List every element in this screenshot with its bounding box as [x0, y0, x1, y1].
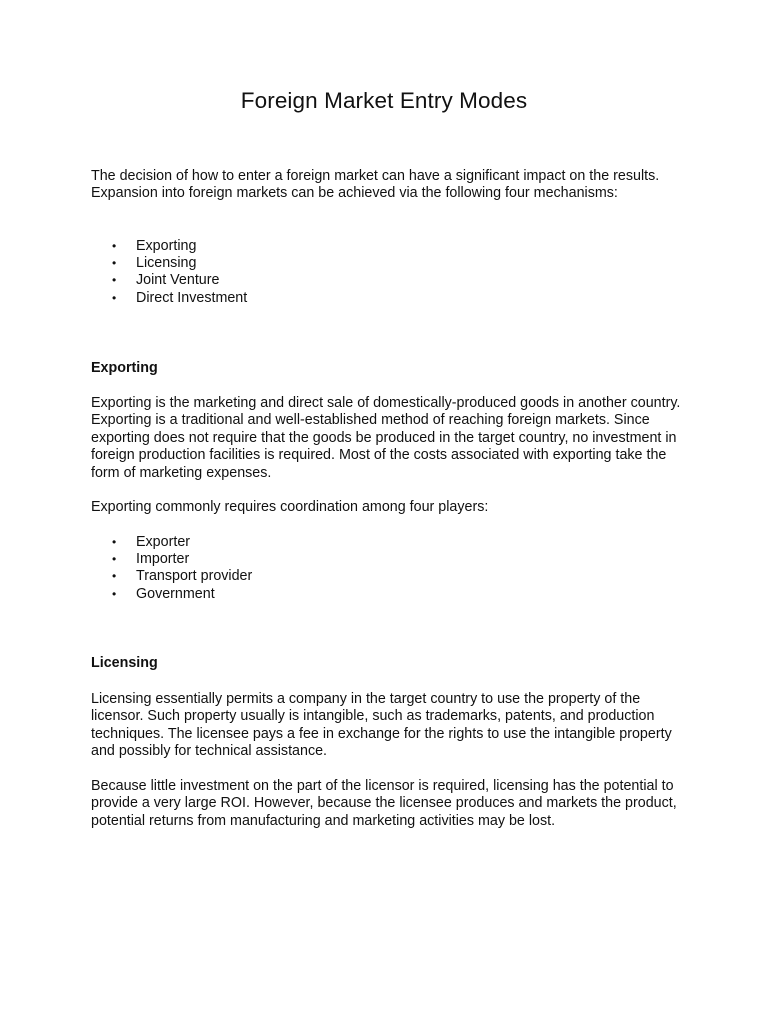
list-item	[112, 290, 247, 307]
list-item	[112, 534, 252, 551]
bullet-icon: •	[112, 552, 117, 567]
exporting-paragraph-2: Exporting commonly requires coordination among four players:	[91, 499, 489, 515]
list-item-label: Licensing	[136, 255, 197, 272]
bullet-icon: •	[112, 273, 117, 288]
bullet-icon: •	[112, 290, 117, 305]
list-item	[112, 586, 252, 603]
list-item-label: Exporter	[136, 534, 191, 550]
bullet-icon: •	[112, 239, 117, 253]
intro-paragraph: The decision of how to enter a foreign market can have a significant impact on the results. Expansion into foreign markets can be achieved via the following four mechanisms:	[91, 168, 660, 202]
document-title: Foreign Market Entry Modes	[240, 88, 528, 113]
list-item	[112, 238, 247, 255]
licensing-paragraph-2: Because little investment on the part of the licensor is required, licensing has the potential to provide a very large ROI. However, because the licensee produces and markets the product, potential returns from manufacturing and marketing activities may be lost.	[91, 778, 677, 829]
list-item	[112, 568, 252, 585]
list-item-label: Government	[136, 585, 215, 602]
list-item-label: Transport provider	[136, 568, 253, 585]
list-item-label: Joint Venture	[136, 272, 220, 289]
bullet-icon: •	[112, 586, 117, 601]
bullet-icon: •	[112, 569, 117, 584]
list-item	[112, 255, 247, 272]
list-item-label: Direct Investment	[136, 289, 248, 306]
entry-modes-list	[112, 238, 247, 307]
bullet-icon: •	[112, 535, 117, 549]
licensing-paragraph-1: Licensing essentially permits a company in the target country to use the property of the licensor. Such property usually is intangible, such as trademarks, patents, and production techniques. The licensee pays a fee in exchange for the rights to use the intangible property and possibly for technical assistance.	[91, 691, 672, 760]
licensing-heading: Licensing	[91, 655, 158, 671]
list-item	[112, 272, 247, 289]
exporting-players-list	[112, 534, 252, 603]
list-item-label: Importer	[136, 551, 190, 568]
exporting-paragraph-1: Exporting is the marketing and direct sale of domestically-produced goods in another country. Exporting is a traditional and well-established method of reaching foreign markets. Since exporting does not require that the goods be produced in the target country, no investment in foreign production facilities is required. Most of the costs associated with exporting take the form of marketing expenses.	[91, 395, 681, 481]
list-item-label: Exporting	[136, 238, 197, 254]
bullet-icon: •	[112, 256, 117, 271]
list-item	[112, 551, 252, 568]
exporting-heading: Exporting	[91, 360, 158, 376]
